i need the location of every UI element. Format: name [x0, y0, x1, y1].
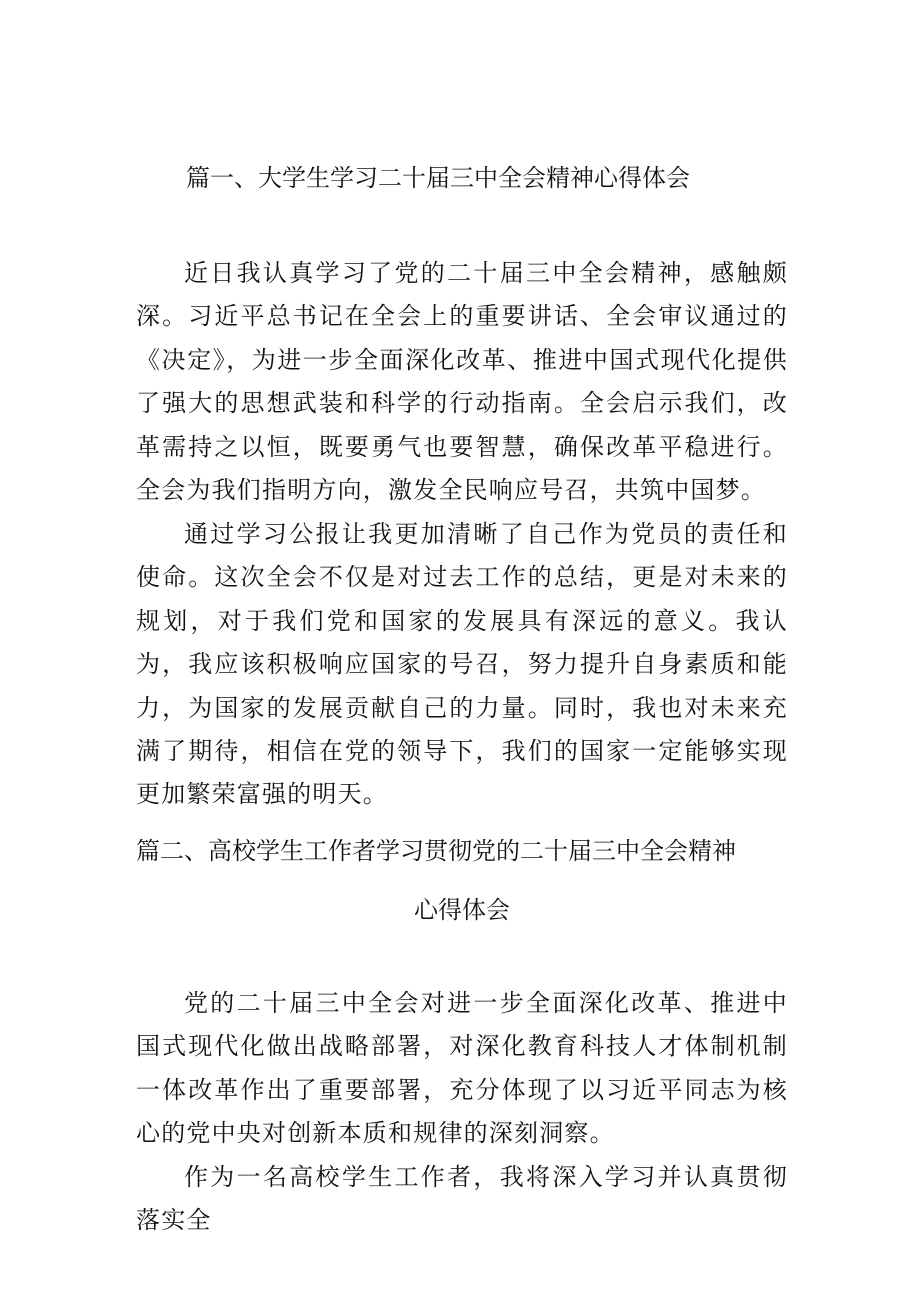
- section2-paragraph-1: 党的二十届三中全会对进一步全面深化改革、推进中国式现代化做出战略部署，对深化教育科技人才体制机制一体改革作出了重要部署，充分体现了以习近平同志为核心的党中央对创新本质和规律的深刻洞察。: [136, 989, 788, 1148]
- section1-paragraph-1: 近日我认真学习了党的二十届三中全会精神，感触颇深。习近平总书记在全会上的重要讲话、全会审议通过的《决定》，为进一步全面深化改革、推进中国式现代化提供了强大的思想武装和科学的行动指南。全会启示我们，改革需持之以恒，既要勇气也要智慧，确保改革平稳进行。全会为我们指明方向，激发全民响应号召，共筑中国梦。: [136, 259, 788, 505]
- section2-paragraph-2: 作为一名高校学生工作者，我将深入学习并认真贯彻落实全: [136, 1163, 788, 1235]
- section2-heading-line1: 篇二、高校学生工作者学习贯彻党的二十届三中全会精神: [136, 837, 736, 865]
- section1-paragraph-2: 通过学习公报让我更加清晰了自己作为党员的责任和使命。这次全会不仅是对过去工作的总结，更是对未来的规划，对于我们党和国家的发展具有深远的意义。我认为，我应该积极响应国家的号召，努力提升自身素质和能力，为国家的发展贡献自己的力量。同时，我也对未来充满了期待，相信在党的领导下，我们的国家一定能够实现更加繁荣富强的明天。: [136, 520, 788, 809]
- section1-heading: 篇一、大学生学习二十届三中全会精神心得体会: [186, 164, 690, 192]
- section2-heading-line2: 心得体会: [414, 896, 510, 924]
